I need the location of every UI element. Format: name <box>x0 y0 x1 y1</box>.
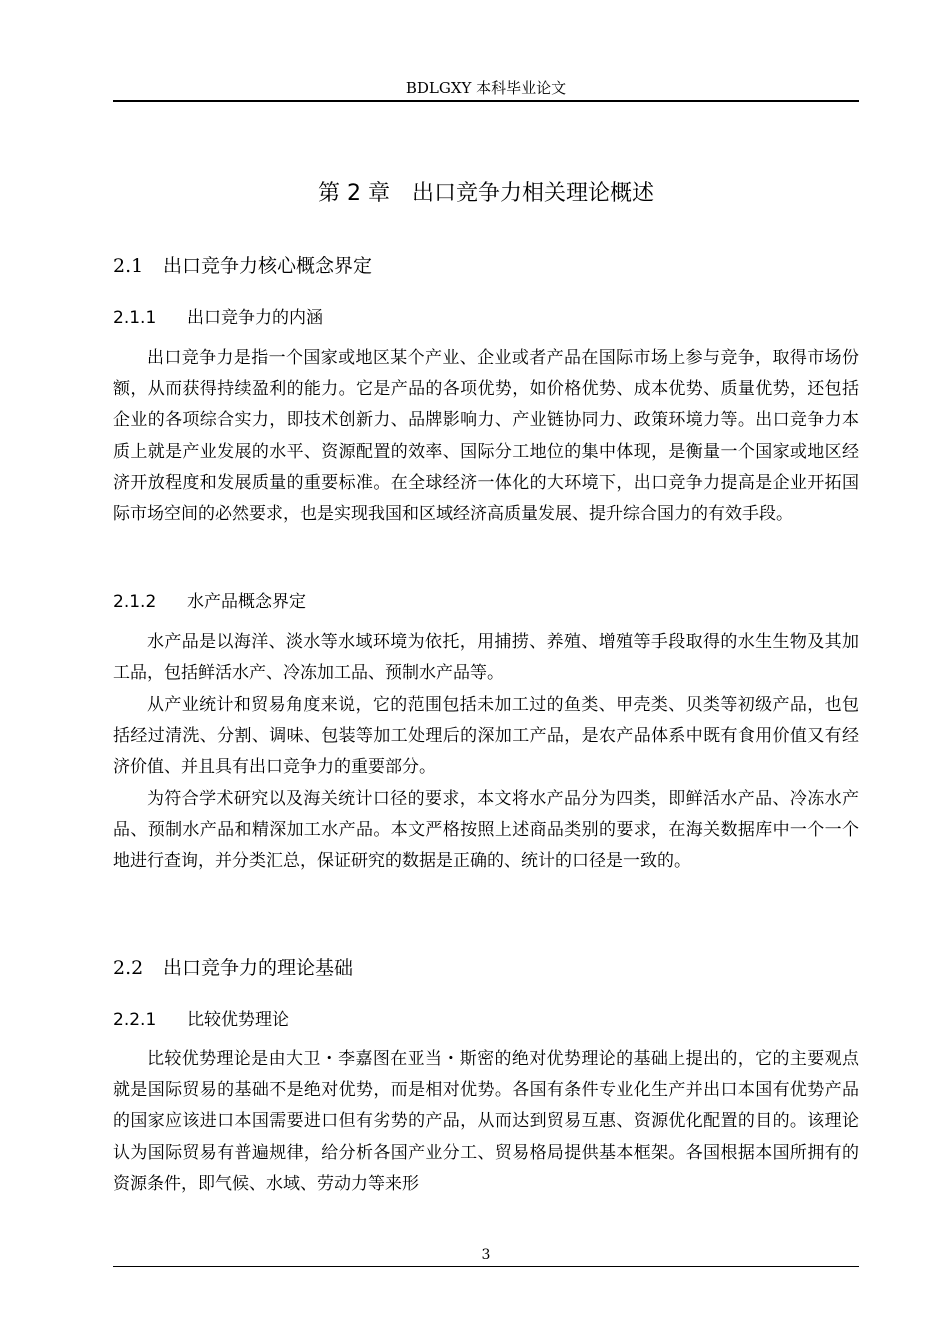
subsection-heading-2-1-1 <box>113 305 323 331</box>
subsection-title: 水产品概念界定 <box>187 592 306 612</box>
subsection-title: 出口竞争力的内涵 <box>187 308 323 328</box>
header-rule <box>113 100 859 102</box>
subsection-title: 比较优势理论 <box>187 1010 289 1030</box>
subsection-heading-2-1-2 <box>113 589 306 615</box>
paragraph-comparative-advantage: 比较优势理论是由大卫・李嘉图在亚当・斯密的绝对优势理论的基础上提出的，它的主要观点就是国际贸易的基础不是绝对优势，而是相对优势。各国有条件专业化生产并出口本国有优势产品的国家应该进口本国需要进口但有劣势的产品，从而达到贸易互惠、资源优化配置的目的。该理论认为国际贸易有普遍规律，给分析各国产业分工、贸易格局提供基本框架。各国根据本国所拥有的资源条件，即气候、水域、劳动力等来形 <box>113 1049 859 1194</box>
subsection-heading-2-2-1 <box>113 1007 289 1033</box>
section-heading-2-2 <box>113 954 353 982</box>
section-title: 出口竞争力的理论基础 <box>163 957 354 979</box>
section-number: 2.2 <box>113 957 144 979</box>
subsection-number: 2.1.2 <box>113 592 157 612</box>
paragraph-aquatic-scope: 从产业统计和贸易角度来说，它的范围包括未加工过的鱼类、甲壳类、贝类等初级产品，也包括经过清洗、分割、调味、包装等加工处理后的深加工产品，是农产品体系中既有食用价值又有经济价值、并且具有出口竞争力的重要部分。 <box>113 695 859 778</box>
paragraph-aquatic-definition: 水产品是以海洋、淡水等水域环境为依托，用捕捞、养殖、增殖等手段取得的水生生物及其加工品，包括鲜活水产、冷冻加工品、预制水产品等。 <box>113 632 859 684</box>
chapter-title: 第 2 章 出口竞争力相关理论概述 <box>318 181 654 206</box>
paragraph-export-competitiveness: 出口竞争力是指一个国家或地区某个产业、企业或者产品在国际市场上参与竞争，取得市场份额，从而获得持续盈利的能力。它是产品的各项优势，如价格优势、成本优势、质量优势，还包括企业的各项综合实力，即技术创新力、品牌影响力、产业链协同力、政策环境力等。出口竞争力本质上就是产业发展的水平、资源配置的效率、国际分工地位的集中体现，是衡量一个国家或地区经济开放程度和发展质量的重要标准。在全球经济一体化的大环境下，出口竞争力提高是企业开拓国际市场空间的必然要求，也是实现我国和区域经济高质量发展、提升综合国力的有效手段。 <box>113 348 859 525</box>
running-header: BDLGXY 本科毕业论文 <box>405 79 567 97</box>
subsection-number: 2.2.1 <box>113 1010 157 1030</box>
subsection-number: 2.1.1 <box>113 308 157 328</box>
section-title: 出口竞争力核心概念界定 <box>163 255 373 277</box>
paragraph-aquatic-classification: 为符合学术研究以及海关统计口径的要求，本文将水产品分为四类，即鲜活水产品、冷冻水产品、预制水产品和精深加工水产品。本文严格按照上述商品类别的要求，在海关数据库中一个一个地进行查询，并分类汇总，保证研究的数据是正确的、统计的口径是一致的。 <box>113 789 859 872</box>
section-heading-2-1 <box>113 252 372 280</box>
footer-rule <box>113 1266 859 1267</box>
section-number: 2.1 <box>113 255 144 277</box>
page-number: 3 <box>481 1247 491 1263</box>
